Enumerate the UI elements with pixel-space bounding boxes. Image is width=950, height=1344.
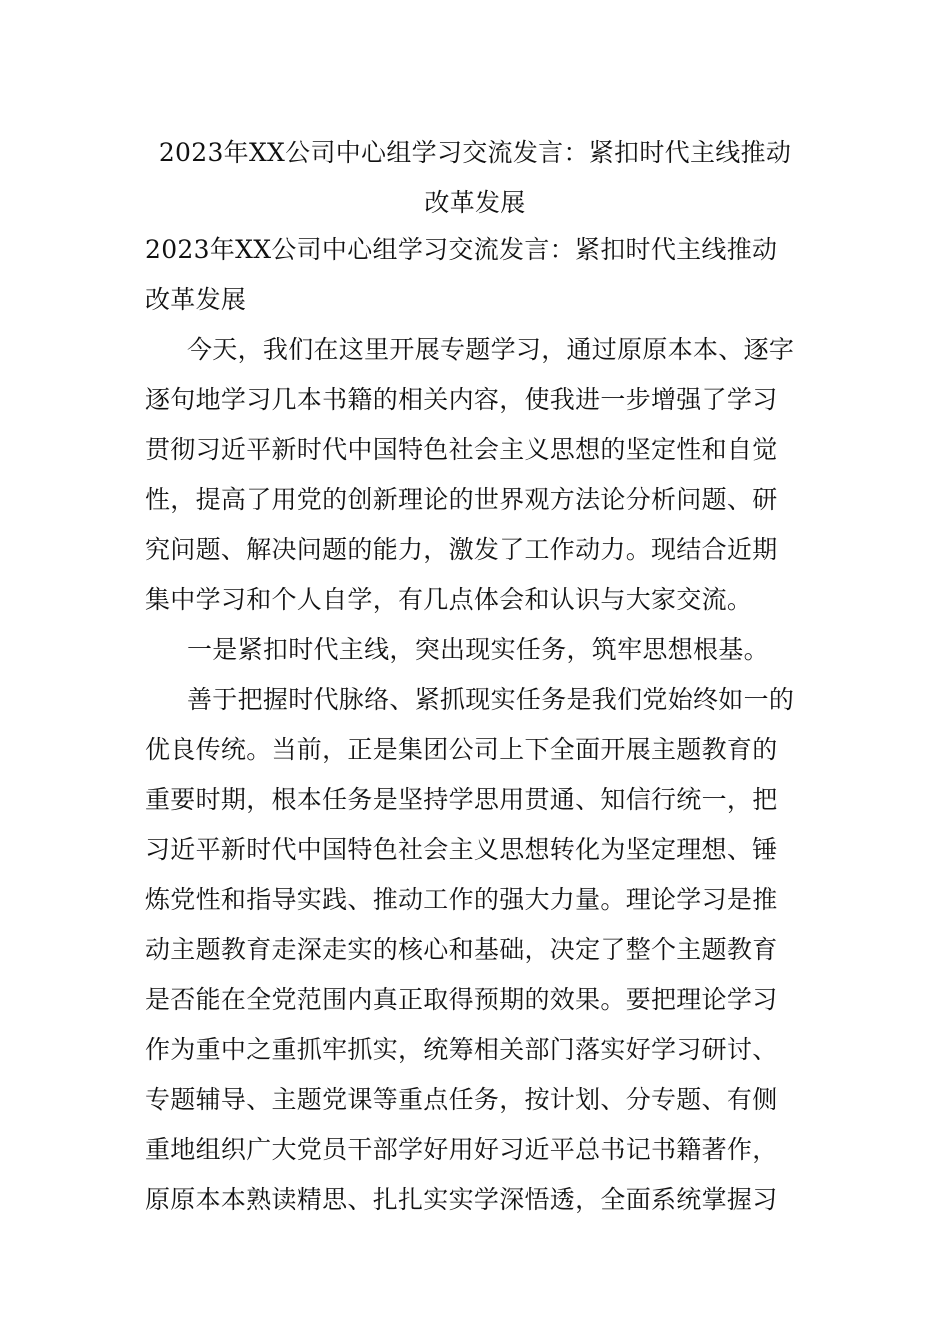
section-heading-1: 一是紧扣时代主线，突出现实任务，筑牢思想根基。 (187, 635, 769, 664)
paragraph-2-line: 是否能在全党范围内真正取得预期的效果。要把理论学习 (145, 985, 778, 1014)
paragraph-1-line: 逐句地学习几本书籍的相关内容，使我进一步增强了学习 (145, 385, 778, 414)
title-line-2: 改革发展 (424, 188, 526, 217)
heading-line-1: 2023年XX公司中心组学习交流发言：紧扣时代主线推动 (145, 235, 778, 264)
paragraph-1-line: 性，提高了用党的创新理论的世界观方法论分析问题、研 (145, 485, 778, 514)
paragraph-2-line: 原原本本熟读精思、扎扎实实学深悟透，全面系统掌握习 (145, 1185, 778, 1214)
paragraph-1-line: 今天，我们在这里开展专题学习，通过原原本本、逐字 (187, 335, 795, 364)
paragraph-2-line: 善于把握时代脉络、紧抓现实任务是我们党始终如一的 (187, 685, 795, 714)
paragraph-2-line: 炼党性和指导实践、推动工作的强大力量。理论学习是推 (145, 885, 778, 914)
paragraph-2-line: 作为重中之重抓牢抓实，统筹相关部门落实好学习研讨、 (145, 1035, 778, 1064)
paragraph-2-line: 习近平新时代中国特色社会主义思想转化为坚定理想、锤 (145, 835, 778, 864)
paragraph-1-line: 贯彻习近平新时代中国特色社会主义思想的坚定性和自觉 (145, 435, 778, 464)
title-line-1: 2023年XX公司中心组学习交流发言：紧扣时代主线推动 (158, 138, 792, 167)
document-title (145, 128, 805, 228)
paragraph-2-line: 重地组织广大党员干部学好用好习近平总书记书籍著作， (145, 1135, 778, 1164)
paragraph-1-line: 究问题、解决问题的能力，激发了工作动力。现结合近期 (145, 535, 778, 564)
paragraph-2-line: 专题辅导、主题党课等重点任务，按计划、分专题、有侧 (145, 1085, 778, 1114)
paragraph-2-line: 动主题教育走深走实的核心和基础，决定了整个主题教育 (145, 935, 778, 964)
paragraph-2-line: 优良传统。当前，正是集团公司上下全面开展主题教育的 (145, 735, 778, 764)
paragraph-2-line: 重要时期，根本任务是坚持学思用贯通、知信行统一，把 (145, 785, 778, 814)
document-body (145, 325, 805, 1225)
paragraph-1-line: 集中学习和个人自学，有几点体会和认识与大家交流。 (145, 585, 753, 614)
heading-line-2: 改革发展 (145, 285, 247, 314)
document-heading (145, 225, 805, 325)
